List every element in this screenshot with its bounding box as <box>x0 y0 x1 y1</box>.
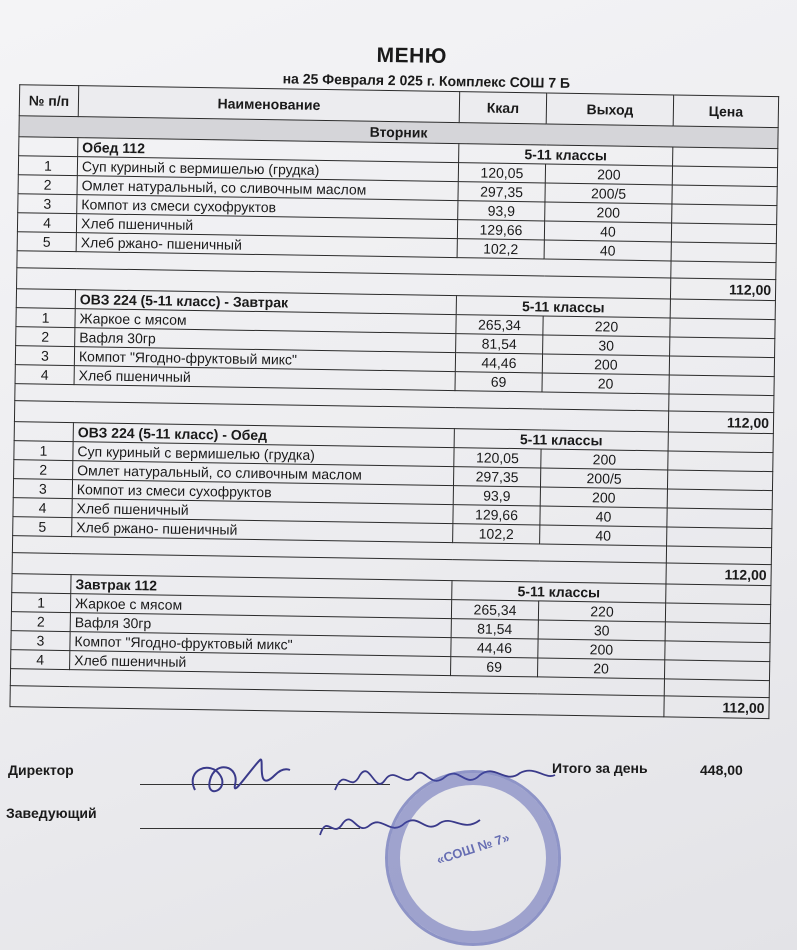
item-price <box>672 185 777 206</box>
item-number: 2 <box>14 460 73 480</box>
page-subtitle: на 25 Февраля 2 025 г. Комплекс СОШ 7 Б <box>282 70 571 91</box>
table-body <box>10 116 778 719</box>
item-output: 200/5 <box>545 183 672 204</box>
item-output: 40 <box>540 506 667 527</box>
item-output: 200/5 <box>540 468 667 489</box>
item-price <box>670 337 775 358</box>
section-group: 5-11 классы <box>459 144 673 166</box>
item-price <box>669 356 774 377</box>
item-output: 40 <box>540 525 667 546</box>
item-number: 1 <box>18 156 77 176</box>
item-kcal: 93,9 <box>458 201 545 221</box>
item-number: 2 <box>18 175 77 195</box>
col-header-name: Наименование <box>78 86 459 123</box>
item-number: 4 <box>13 498 72 518</box>
item-price <box>667 489 772 510</box>
item-number: 3 <box>15 346 74 366</box>
item-number: 3 <box>13 479 72 499</box>
item-price <box>672 166 777 187</box>
item-output: 20 <box>542 373 669 394</box>
item-kcal: 44,46 <box>451 638 538 658</box>
item-output: 200 <box>540 487 667 508</box>
section-price-cell <box>673 147 778 168</box>
item-number: 2 <box>16 327 75 347</box>
item-kcal: 297,35 <box>453 467 540 487</box>
section-total-price: 112,00 <box>664 696 769 719</box>
item-price <box>664 660 769 681</box>
item-kcal: 129,66 <box>457 220 544 240</box>
item-name: Хлеб пшеничный <box>76 214 457 239</box>
section-title: ОВЗ 224 (5-11 класс) - Завтрак <box>75 290 456 315</box>
director-label: Директор <box>8 762 74 778</box>
empty-price-cell <box>666 546 771 565</box>
item-number: 4 <box>15 365 74 385</box>
item-number: 3 <box>18 194 77 214</box>
menu-table <box>9 84 779 719</box>
item-output: 30 <box>543 335 670 356</box>
school-stamp <box>385 770 561 946</box>
section-group: 5-11 классы <box>456 296 670 318</box>
col-header-output: Выход <box>546 93 673 126</box>
empty-price-cell <box>671 261 776 280</box>
menu-document <box>0 36 788 719</box>
section-price-cell <box>670 299 775 320</box>
section-num-cell <box>19 137 78 157</box>
item-price <box>671 242 776 263</box>
item-price <box>671 223 776 244</box>
item-name: Вафля 30гр <box>75 328 456 353</box>
item-price <box>665 603 770 624</box>
section-num-cell <box>16 289 75 309</box>
section-total-price: 112,00 <box>670 278 775 301</box>
item-kcal: 69 <box>455 372 542 392</box>
item-price <box>669 375 774 396</box>
item-kcal: 120,05 <box>454 448 541 468</box>
item-name: Жаркое с мясом <box>75 309 456 334</box>
section-price-cell <box>666 584 771 605</box>
item-name: Компот из смеси сухофруктов <box>77 195 458 220</box>
item-number: 1 <box>14 441 73 461</box>
item-kcal: 44,46 <box>455 353 542 373</box>
item-kcal: 120,05 <box>458 163 545 183</box>
section-total-price: 112,00 <box>668 411 773 434</box>
item-number: 2 <box>11 612 70 632</box>
item-output: 200 <box>541 449 668 470</box>
item-output: 200 <box>542 354 669 375</box>
item-output: 30 <box>538 620 665 641</box>
item-price <box>670 318 775 339</box>
item-number: 3 <box>11 631 70 651</box>
section-total-price: 112,00 <box>666 563 771 586</box>
item-name: Хлеб ржано- пшеничный <box>72 518 453 543</box>
item-number: 4 <box>11 650 70 670</box>
item-output: 220 <box>543 316 670 337</box>
empty-price-cell <box>669 394 774 413</box>
item-price <box>668 451 773 472</box>
item-name: Вафля 30гр <box>70 613 451 638</box>
section-num-cell <box>12 574 71 594</box>
item-number: 1 <box>16 308 75 328</box>
page-title: МЕНЮ <box>376 43 448 68</box>
item-name: Омлет натуральный, со сливочным маслом <box>73 461 454 486</box>
section-title: Обед 112 <box>78 138 459 163</box>
item-price <box>667 527 772 548</box>
item-output: 40 <box>544 240 671 261</box>
item-name: Суп куриный с вермишелью (грудка) <box>77 157 458 182</box>
item-price <box>665 641 770 662</box>
item-kcal: 102,2 <box>453 524 540 544</box>
item-name: Хлеб ржано- пшеничный <box>76 233 457 258</box>
col-header-num: № п/п <box>19 85 78 117</box>
section-title: Завтрак 112 <box>71 575 452 600</box>
item-name: Жаркое с мясом <box>70 594 451 619</box>
item-name: Компот "Ягодно-фруктовый микс" <box>74 347 455 372</box>
item-number: 5 <box>17 232 76 252</box>
director-signature <box>180 740 300 810</box>
section-group: 5-11 классы <box>454 429 668 451</box>
item-output: 200 <box>538 639 665 660</box>
item-name: Компот из смеси сухофруктов <box>72 480 453 505</box>
item-output: 40 <box>544 221 671 242</box>
item-price <box>672 204 777 225</box>
manager-label: Заведующий <box>6 805 97 821</box>
item-number: 4 <box>17 213 76 233</box>
col-header-kcal: Ккал <box>459 92 546 124</box>
day-total-label: Итого за день <box>552 760 648 776</box>
section-num-cell <box>14 422 73 442</box>
item-output: 20 <box>537 658 664 679</box>
day-total-value: 448,00 <box>700 762 743 778</box>
item-output: 220 <box>538 601 665 622</box>
section-group: 5-11 классы <box>452 581 666 603</box>
item-number: 5 <box>13 517 72 537</box>
item-kcal: 102,2 <box>457 239 544 259</box>
item-output: 200 <box>545 164 672 185</box>
item-price <box>667 508 772 529</box>
item-kcal: 265,34 <box>451 600 538 620</box>
item-name: Суп куриный с вермишелью (грудка) <box>73 442 454 467</box>
item-kcal: 93,9 <box>453 486 540 506</box>
section-title: ОВЗ 224 (5-11 класс) - Обед <box>73 423 454 448</box>
item-kcal: 129,66 <box>453 505 540 525</box>
item-kcal: 81,54 <box>456 334 543 354</box>
day-label: Вторник <box>19 116 778 149</box>
item-price <box>665 622 770 643</box>
col-header-price: Цена <box>673 95 778 128</box>
item-output: 200 <box>545 202 672 223</box>
item-name: Хлеб пшеничный <box>74 366 455 391</box>
item-number: 1 <box>11 593 70 613</box>
item-price <box>667 470 772 491</box>
item-name: Хлеб пшеничный <box>70 651 451 676</box>
stamp-text: «СОШ № 7» <box>434 829 512 868</box>
item-name: Омлет натуральный, со сливочным маслом <box>77 176 458 201</box>
item-name: Хлеб пшеничный <box>72 499 453 524</box>
item-kcal: 297,35 <box>458 182 545 202</box>
item-kcal: 69 <box>451 657 538 677</box>
item-kcal: 265,34 <box>456 315 543 335</box>
section-price-cell <box>668 432 773 453</box>
item-name: Компот "Ягодно-фруктовый микс" <box>70 632 451 657</box>
item-kcal: 81,54 <box>451 619 538 639</box>
empty-price-cell <box>664 679 769 698</box>
